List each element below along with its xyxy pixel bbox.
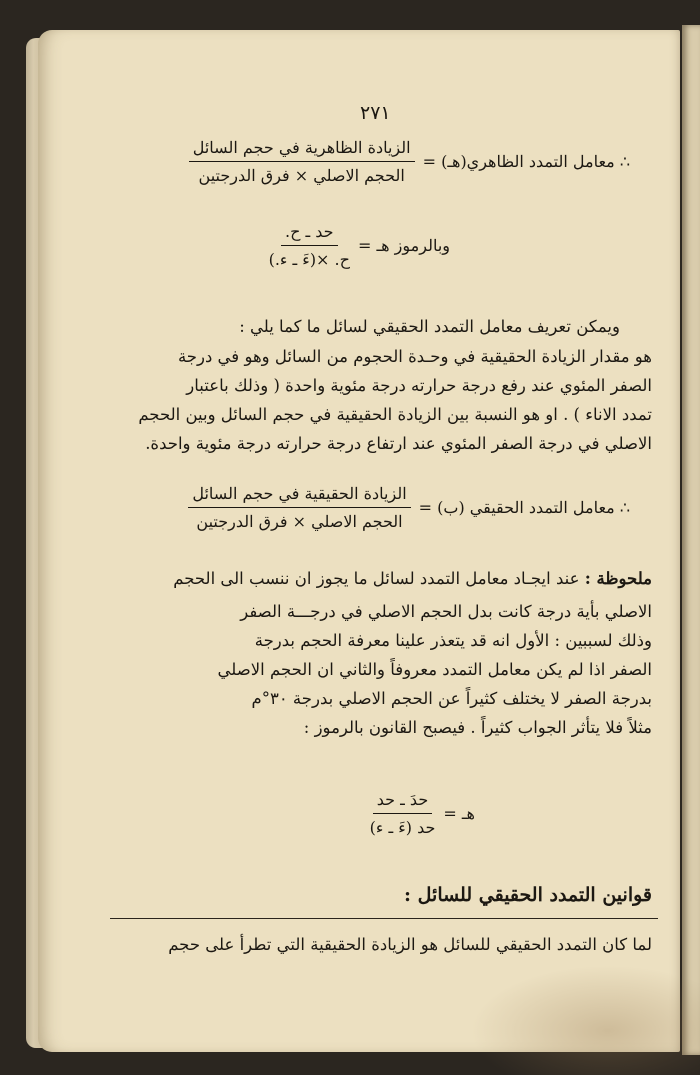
note-line: وذلك لسببين : الأول انه قد يتعذر علينا معرفة الحجم بدرجة xyxy=(254,631,652,650)
note-text: عند ايجـاد معامل التمدد لسائل ما يجوز ان ننسب الى الحجم xyxy=(173,569,580,588)
definition-line: هو مقدار الزيادة الحقيقية في وحـدة الحجوم من السائل وهو في درجة xyxy=(177,347,652,366)
section-rule xyxy=(110,918,658,919)
real-coefficient-fraction xyxy=(188,484,410,531)
apparent-coefficient-label: ∴ معامل التمدد الظاهري(هـ) = xyxy=(422,152,630,171)
fraction-denominator: الحجم الاصلي × فرق الدرجتين xyxy=(198,166,405,185)
last-line xyxy=(92,930,652,959)
fraction-numerator: حدَ ـ حد xyxy=(373,790,432,814)
definition-paragraph xyxy=(92,342,652,458)
note-line: بدرجة الصفر لا يختلف كثيراً عن الحجم الاصلي بدرجة ٣٠°م xyxy=(251,689,652,708)
fraction-numerator: الزيادة الظاهرية في حجم السائل xyxy=(189,138,415,162)
page-stain xyxy=(470,965,700,1075)
note-first-line xyxy=(72,564,652,593)
symbolic-equation-label: وبالرموز هـ = xyxy=(357,236,450,255)
definition-line: تمدد الاناء ) . او هو النسبة بين الزيادة الحقيقية في حجم السائل وبين الحجم xyxy=(138,405,652,424)
symbolic-equation-2 xyxy=(370,790,475,837)
apparent-coefficient-equation xyxy=(189,138,630,185)
intro-line xyxy=(120,312,620,341)
fraction-numerator: حد ـ ح. xyxy=(281,222,338,246)
symbolic-equation-label: هـ = xyxy=(443,804,475,823)
symbolic-fraction-1 xyxy=(269,222,350,269)
fraction-denominator: الحجم الاصلي × فرق الدرجتين xyxy=(196,512,403,531)
note-label: ملحوظة : xyxy=(584,569,652,588)
note-line: الاصلي بأية درجة كانت بدل الحجم الاصلي في درجـــة الصفر xyxy=(240,602,652,621)
symbolic-fraction-2 xyxy=(370,790,436,837)
fraction-numerator: الزيادة الحقيقية في حجم السائل xyxy=(188,484,410,508)
apparent-coefficient-fraction xyxy=(189,138,415,185)
section-title: قوانين التمدد الحقيقي للسائل : xyxy=(404,884,652,906)
note-line: الصفر اذا لم يكن معامل التمدد معروفاً والثاني ان الحجم الاصلي xyxy=(217,660,652,679)
fraction-denominator: ح. ×(ءَ ـ ء.) xyxy=(268,250,350,269)
real-coefficient-label: ∴ معامل التمدد الحقيقي (ب) = xyxy=(418,498,630,517)
symbolic-equation-1 xyxy=(269,222,450,269)
intro-text: ويمكن تعريف معامل التمدد الحقيقي لسائل ما كما يلي : xyxy=(239,317,620,336)
note-paragraph xyxy=(132,597,652,742)
last-line-text: لما كان التمدد الحقيقي للسائل هو الزيادة الحقيقية التي تطرأ على حجم xyxy=(168,935,652,954)
definition-line: الاصلي في درجة الصفر المئوي عند ارتفاع درجة حرارته درجة مئوية واحدة. xyxy=(145,434,652,453)
definition-line: الصفر المئوي عند رفع درجة حرارته درجة مئوية واحدة ( وذلك باعتبار xyxy=(186,376,652,395)
facing-page-edge xyxy=(682,25,700,1055)
note-line: مثلاً فلا يتأثر الجواب كثيراً . فيصبح القانون بالرموز : xyxy=(303,718,652,737)
real-coefficient-equation xyxy=(188,484,630,531)
page-number: ٢٧١ xyxy=(360,102,391,124)
fraction-denominator: حد (ءَ ـ ء) xyxy=(369,818,436,837)
